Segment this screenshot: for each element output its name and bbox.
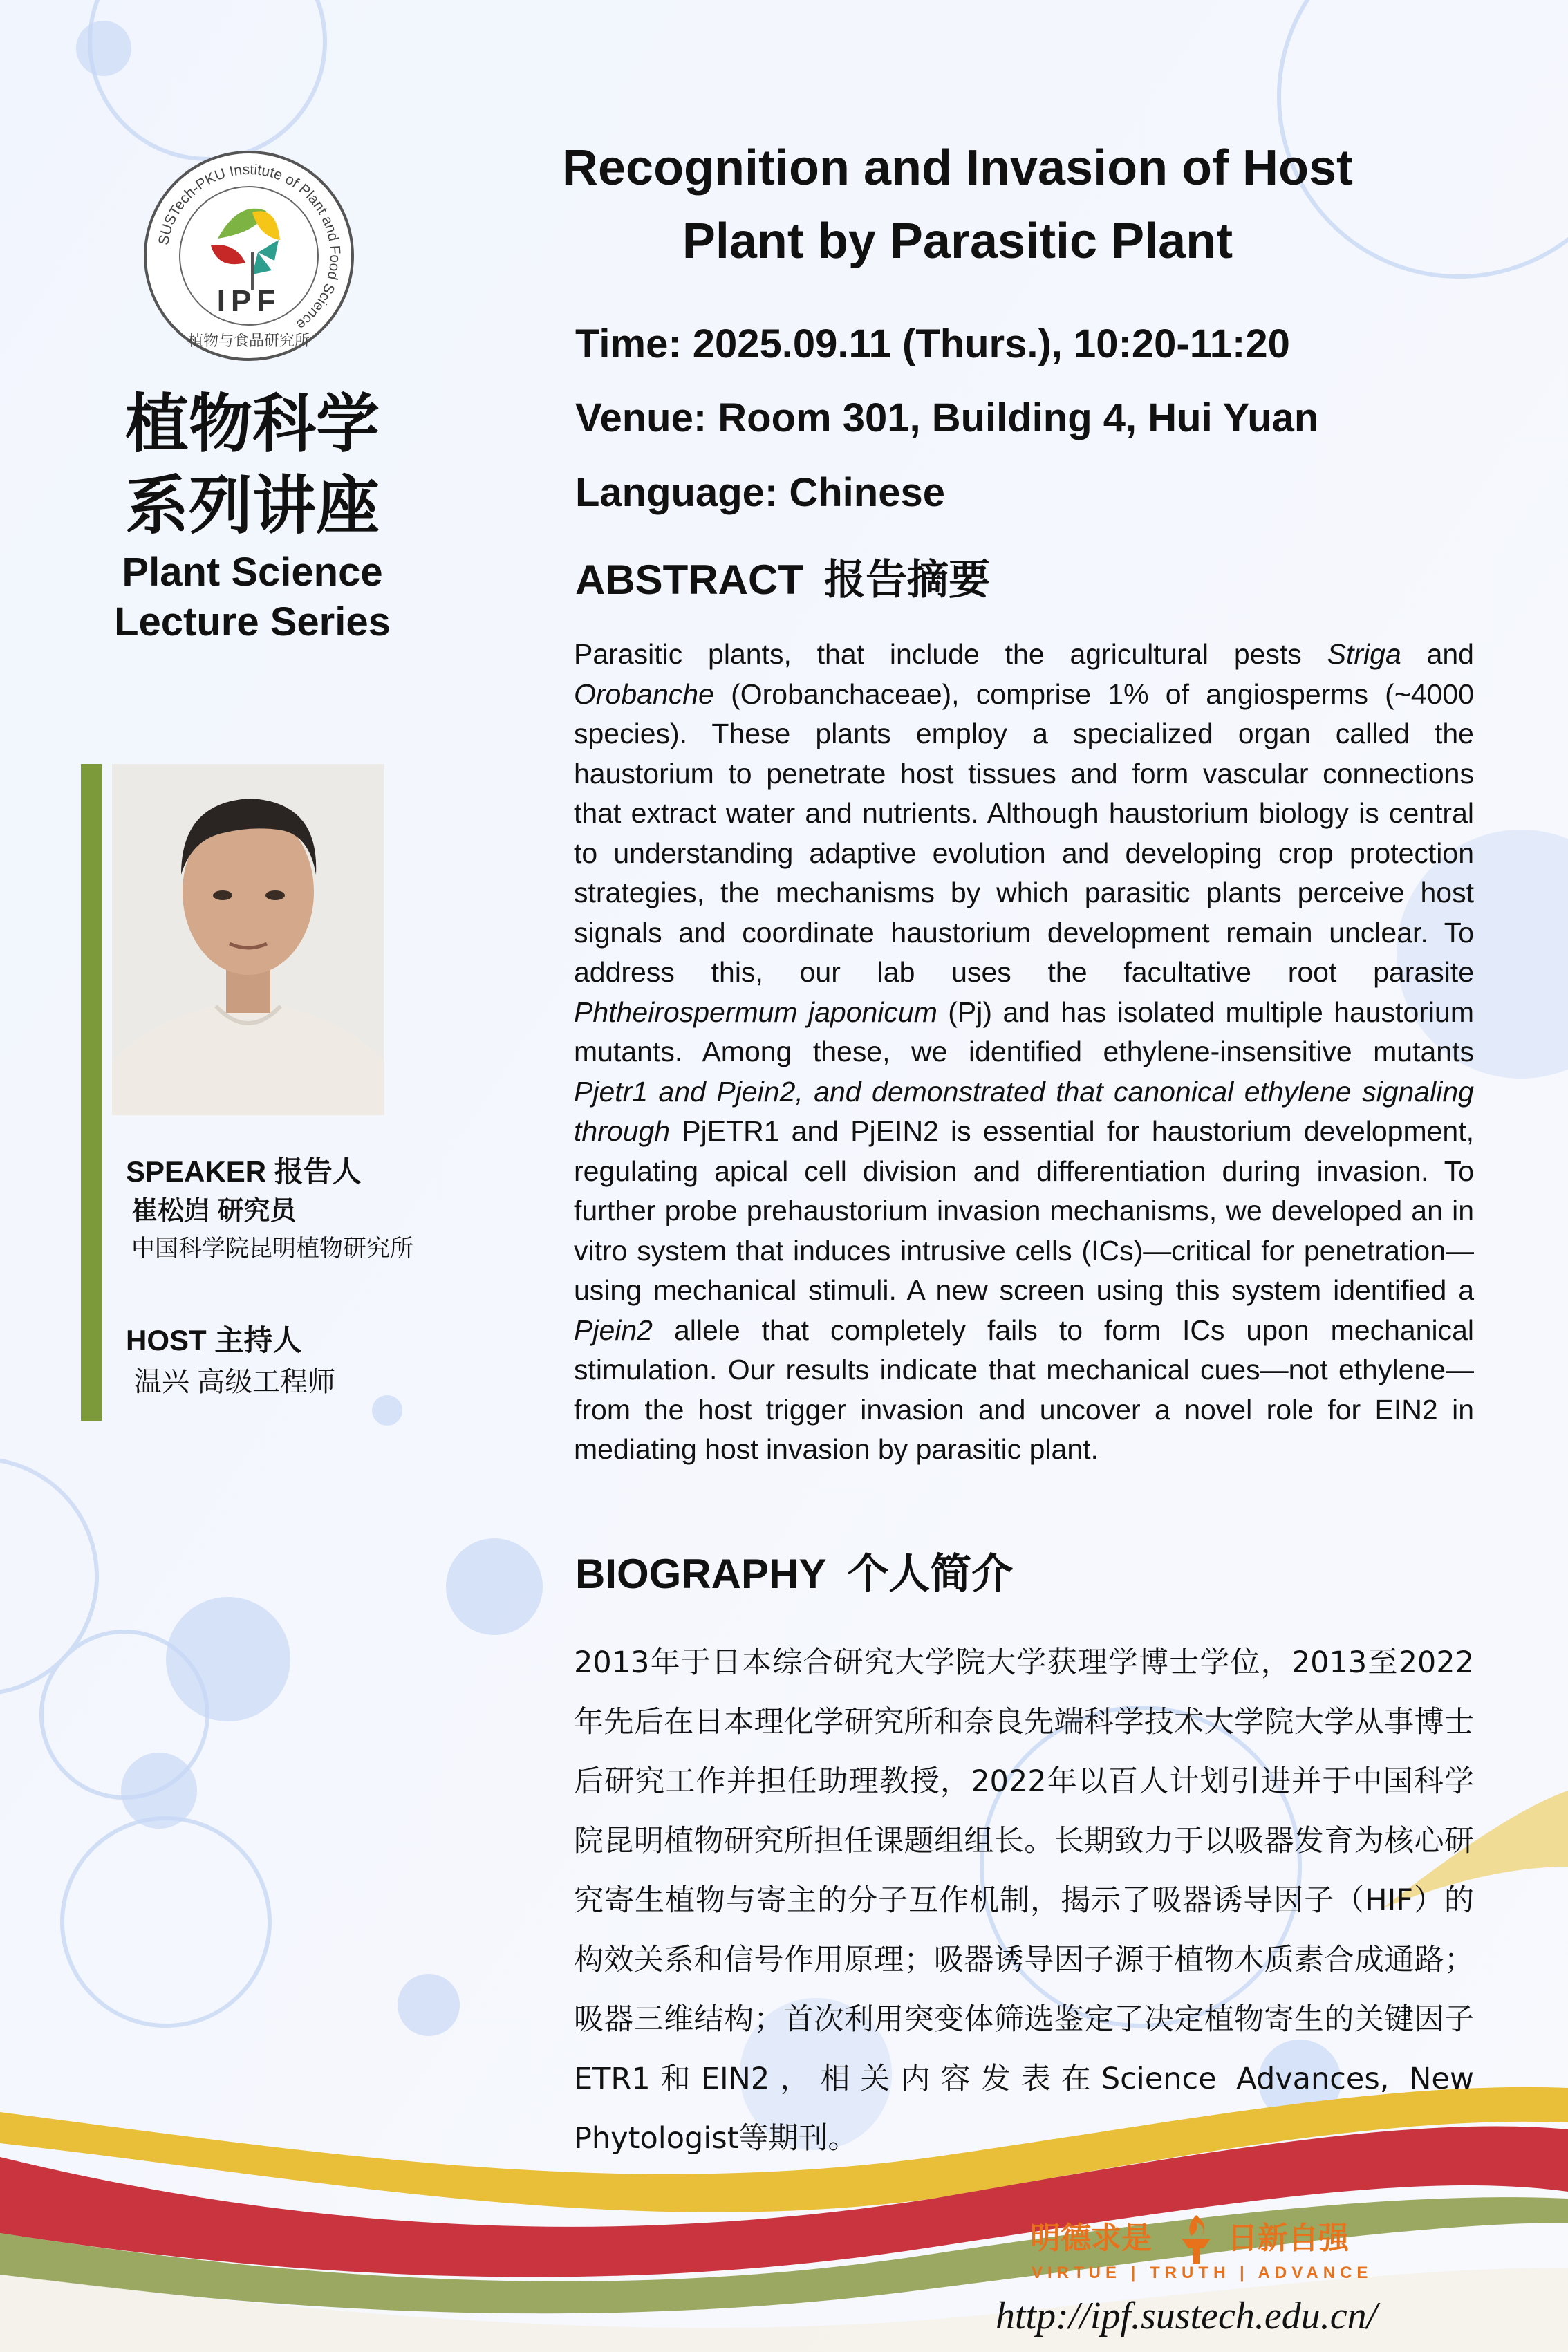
talk-time: Time: 2025.09.11 (Thurs.), 10:20-11:20 — [575, 321, 1290, 366]
speaker-label: SPEAKER 报告人 — [126, 1155, 362, 1188]
series-title-en-line2: Lecture Series — [114, 599, 391, 644]
talk-title — [525, 131, 1390, 278]
abstract-italic-segment: Pjein2 — [574, 1314, 653, 1346]
torch-icon — [1172, 2212, 1220, 2265]
speaker-info — [126, 1152, 485, 1267]
abstract-heading-en: ABSTRACT — [575, 557, 803, 603]
host-name: 温兴 高级工程师 — [134, 1367, 336, 1397]
host-info — [126, 1320, 485, 1403]
abstract-segment: (Orobanchaceae), comprise 1% of angiosperms (~4000 species). These plants employ a specialized organ called the haustorium to penetrate host tissues and form vascular connections that extract water and nutrients. Although haustorium biology is central to understanding adaptive evolution and developing crop protection strategies, the mechanisms by which parasitic plants perceive host signals and coordinate haustorium development remain unclear. To address this, our lab uses the facultative root parasite — [574, 678, 1474, 988]
motto-right: 日新自强 — [1227, 2221, 1349, 2256]
series-title-cn-line2: 系列讲座 — [124, 469, 380, 543]
talk-title-line1: Recognition and Invasion of Host — [561, 140, 1354, 196]
abstract-segment: and — [1401, 638, 1474, 670]
logo-ring-text-cn: 植物与食品研究所 — [187, 333, 310, 350]
abstract-heading-cn: 报告摘要 — [823, 556, 990, 604]
abstract-italic-segment: Orobanche — [574, 678, 714, 710]
talk-title-line2: Plant by Parasitic Plant — [682, 214, 1233, 269]
series-title-cn — [41, 384, 463, 547]
abstract-segment: allele that completely fails to form ICs upon mechanical stimulation. Our results indicate that mechanical cues—not ethylene—from the host trigger invasion and uncover a novel role for EIN2 in mediating host invasion by parasitic plant. — [574, 1314, 1474, 1465]
motto-left: 明德求是 — [1030, 2221, 1152, 2256]
biography-heading-en: BIOGRAPHY — [575, 1551, 827, 1597]
series-title-en-line1: Plant Science — [122, 550, 383, 595]
ipf-logo — [142, 149, 356, 363]
motto-en: VIRTUE | TRUTH | ADVANCE — [1032, 2264, 1373, 2282]
abstract-italic-segment: Pjetr1 and Pjein2, and demonstrated that canonical ethylene signaling through — [574, 1075, 1474, 1147]
abstract-heading — [575, 554, 1474, 606]
accent-bar — [81, 764, 102, 1421]
host-label: HOST 主持人 — [126, 1324, 302, 1356]
talk-venue: Venue: Room 301, Building 4, Hui Yuan — [575, 395, 1319, 440]
abstract-text — [574, 635, 1474, 1470]
abstract-segment: (Pj) and has isolated multiple haustorium mutants. Among these, we identified ethylene-insensitive mutants — [574, 996, 1474, 1067]
abstract-segment: PjETR1 and PjEIN2 is essential for haustorium development, regulating apical cell division and differentiation during invasion. To further probe prehaustorium invasion mechanisms, we developed an in vitro system that induces intrusive cells (ICs)—critical for penetration—using mechanical stimuli. A new screen using this system identified a — [574, 1115, 1474, 1306]
speaker-affiliation: 中国科学院昆明植物研究所 — [131, 1235, 413, 1262]
series-title-en — [41, 548, 463, 647]
biography-heading — [575, 1549, 1474, 1600]
abstract-segment: Parasitic plants, that include the agricultural pests — [574, 638, 1327, 670]
talk-language: Language: Chinese — [575, 470, 945, 515]
biography-text: 2013年于日本综合研究大学院大学获理学博士学位，2013至2022年先后在日本理化学研究所和奈良先端科学技术大学院大学从事博士后研究工作并担任助理教授，2022年以百人计划引进并于中国科学院昆明植物研究所担任课题组组长。长期致力于以吸器发育为核心研究寄生植物与寄主的分子互作机制，揭示了吸器诱导因子（HIF）的构效关系和信号作用原理；吸器诱导因子源于植物木质素合成通路；吸器三维结构；首次利用突变体筛选鉴定了决定植物寄生的关键因子ETR1和EIN2，相关内容发表在Science Advances, New Phytologist等期刊。 — [574, 1645, 1474, 2156]
logo-abbr: IPF — [216, 284, 281, 318]
series-title-cn-line1: 植物科学 — [124, 387, 380, 461]
speaker-photo — [112, 764, 384, 1115]
abstract-italic-segment: Phtheirospermum japonicum — [574, 996, 937, 1028]
university-motto — [1030, 2218, 1397, 2294]
biography-heading-cn: 个人简介 — [847, 1550, 1014, 1598]
speaker-name: 崔松岿 研究员 — [131, 1197, 297, 1226]
website-link[interactable]: http://ipf.sustech.edu.cn/ — [996, 2295, 1378, 2337]
logo-ring-text: SUSTech-PKU Institute of Plant and Food Science — [156, 161, 344, 333]
abstract-italic-segment: Striga — [1327, 638, 1401, 670]
